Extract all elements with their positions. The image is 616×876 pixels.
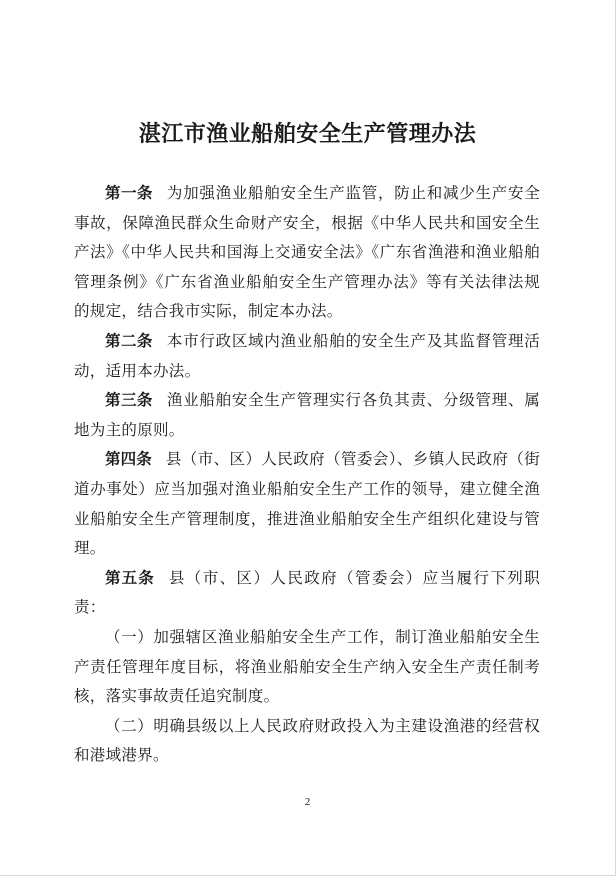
article-2 bbox=[74, 327, 540, 386]
document-body bbox=[74, 179, 540, 771]
clause-text: （一）加强辖区渔业船舶安全生产工作，制订渔业船舶安全生产责任管理年度目标，将渔业船舶安全生产纳入安全生产责任制考核，落实事故责任追究制度。 bbox=[74, 627, 540, 706]
clause-1 bbox=[74, 623, 540, 712]
article-1 bbox=[74, 179, 540, 327]
clause-text: （二）明确县级以上人民政府财政投入为主建设渔港的经营权和港域港界。 bbox=[74, 716, 540, 765]
article-heading: 第二条 bbox=[105, 331, 153, 350]
article-text: 渔业船舶安全生产管理实行各负其责、分级管理、属地为主的原则。 bbox=[74, 391, 540, 439]
clause-2 bbox=[74, 712, 540, 771]
article-text: 为加强渔业船舶安全生产监管，防止和减少生产安全事故，保障渔民群众生命财产安全，根据《中华人民共和国安全生产法》《中华人民共和国海上交通安全法》《广东省渔港和渔业船舶管理条例》《广东省渔业船舶安全生产管理办法》等有关法律法规的规定，结合我市实际，制定本办法。 bbox=[74, 184, 540, 321]
article-text: 县（市、区）人民政府（管委会）应当履行下列职责： bbox=[74, 568, 540, 617]
article-text: 本市行政区域内渔业船舶的安全生产及其监督管理活动，适用本办法。 bbox=[74, 331, 540, 380]
article-text: 县（市、区）人民政府（管委会）、乡镇人民政府（街道办事处）应当加强对渔业船舶安全生产工作的领导，建立健全渔业船舶安全生产管理制度，推进渔业船舶安全生产组织化建设与管理。 bbox=[74, 450, 540, 558]
document-title: 湛江市渔业船舶安全生产管理办法 bbox=[138, 121, 477, 147]
article-heading: 第一条 bbox=[105, 184, 153, 202]
article-heading: 第五条 bbox=[105, 568, 155, 587]
article-3 bbox=[74, 386, 540, 445]
page-number: 2 bbox=[304, 796, 311, 808]
article-4 bbox=[74, 445, 540, 563]
article-5 bbox=[74, 564, 540, 623]
article-heading: 第三条 bbox=[105, 391, 153, 410]
article-heading: 第四条 bbox=[105, 450, 152, 469]
